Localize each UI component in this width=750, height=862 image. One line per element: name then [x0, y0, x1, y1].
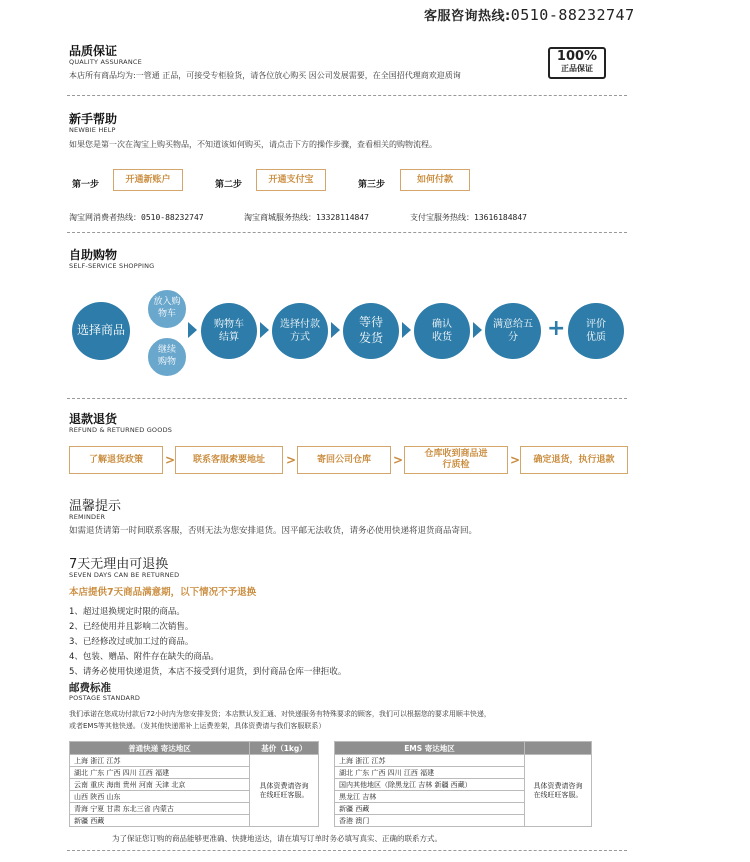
refund-arrow: > [165, 453, 176, 467]
quality-subtitle: QUALITY ASSURANCE [69, 58, 142, 66]
seven-days-subtitle: SEVEN DAYS CAN BE RETURNED [69, 571, 180, 579]
stamp-percent: 100% [556, 49, 598, 64]
quality-title: 品质保证 [69, 44, 118, 58]
ems-region-row: 湖北 广东 广西 四川 江西 福建 [335, 767, 525, 779]
refund-step-inspect: 仓库收到商品进行质检 [404, 446, 508, 474]
postage-footer: 为了保证您订购的商品能够更准确、快捷地送达，请在填写订单时务必填写真实、正确的联系方式。 [112, 834, 442, 843]
self-service-title: 自助购物 [69, 248, 118, 262]
reminder-subtitle: REMINDER [69, 513, 106, 521]
flow-confirm-receipt: 确认收货 [414, 303, 470, 359]
express-region-row: 湖北 广东 广西 四川 江西 福建 [70, 767, 250, 779]
stamp-text: 正品保证 [561, 64, 593, 73]
step3-label: 第三步 [358, 180, 386, 190]
customer-hotline [424, 5, 635, 24]
rule-item: 4、包装、赠品、附件存在缺失的商品。 [69, 652, 219, 662]
self-service-subtitle: SELF-SERVICE SHOPPING [69, 262, 155, 270]
flow-arrow [402, 322, 411, 338]
refund-arrow: > [286, 453, 297, 467]
refund-title: 退款退货 [69, 412, 118, 426]
ems-region-row: 上海 浙江 江苏 [335, 755, 525, 767]
refund-step-send-back: 寄回公司仓库 [297, 446, 391, 474]
express-price-header: 基价（1kg） [250, 742, 319, 755]
hotline-number: 0510-88232747 [510, 6, 635, 24]
alipay-service-hotline: 支付宝服务热线：13616184847 [410, 213, 527, 222]
flow-arrow [260, 322, 269, 338]
ems-region-row: 香港 澳门 [335, 815, 525, 827]
ems-price-header [525, 742, 592, 755]
rule-item: 1、超过退换规定时限的商品。 [69, 607, 185, 617]
refund-step-contact: 联系客服索要地址 [175, 446, 283, 474]
newbie-title: 新手帮助 [69, 112, 118, 126]
how-to-pay-button[interactable]: 如何付款 [400, 169, 470, 191]
express-region-header: 普通快递 寄达地区 [70, 742, 250, 755]
rule-item: 3、已经修改过或加工过的商品。 [69, 637, 194, 647]
taobao-consumer-hotline: 淘宝网消费者热线：0510-88232747 [69, 213, 204, 222]
refund-arrow: > [510, 453, 521, 467]
newbie-subtitle: NEWBIE HELP [69, 126, 116, 134]
ems-table [334, 741, 592, 827]
express-region-row: 新疆 西藏 [70, 815, 250, 827]
express-region-row: 上海 浙江 江苏 [70, 755, 250, 767]
rule-item: 5、请务必使用快递退货，本店不接受到付退货，到付商品仓库一律拒收。 [69, 667, 347, 677]
divider [67, 850, 627, 851]
step1-label: 第一步 [72, 180, 100, 190]
flow-arrow [473, 322, 482, 338]
ems-region-row: 国内其他地区（除黑龙江 吉林 新疆 西藏） [335, 779, 525, 791]
ems-region-header: EMS 寄达地区 [335, 742, 525, 755]
divider [67, 398, 627, 399]
tmall-service-hotline: 淘宝商城服务热线：13328114847 [244, 213, 369, 222]
flow-add-to-cart: 放入购物车 [146, 288, 188, 330]
postage-title: 邮费标准 [69, 682, 111, 694]
flow-wait-shipping: 等待发货 [343, 303, 399, 359]
reminder-text: 如需退货请第一时间联系客服，否则无法为您安排退货。因平邮无法收货，请务必使用快递将退货商品寄回。 [69, 526, 478, 536]
newbie-text: 如果您是第一次在淘宝上购买物品，不知道该如何购买，请点击下方的操作步骤，查看相关的购物流程。 [69, 140, 437, 149]
rule-item: 2、已经使用并且影响二次销售。 [69, 622, 194, 632]
flow-continue-shopping: 继续购物 [146, 336, 188, 378]
postage-subtitle: POSTAGE STANDARD [69, 694, 141, 702]
express-table [69, 741, 319, 827]
refund-step-execute: 确定退货，执行退款 [520, 446, 628, 474]
open-account-button[interactable]: 开通新账户 [113, 169, 183, 191]
express-price-note: 具体资费请咨询在线旺旺客服。 [259, 781, 309, 799]
flow-arrow [331, 322, 340, 338]
flow-cart-checkout: 购物车结算 [201, 303, 257, 359]
genuine-stamp [548, 47, 606, 79]
ems-region-row: 黑龙江 吉林 [335, 791, 525, 803]
seven-days-title: 7天无理由可退换 [69, 557, 169, 572]
reminder-title: 温馨提示 [69, 499, 122, 514]
open-alipay-button[interactable]: 开通支付宝 [256, 169, 326, 191]
seven-days-highlight: 本店提供7天商品满意期，以下情况不予退换 [69, 587, 257, 598]
flow-arrow [188, 322, 197, 338]
express-region-row: 云南 重庆 海南 贵州 河南 天津 北京 [70, 779, 250, 791]
refund-arrow: > [393, 453, 404, 467]
flow-select-goods: 选择商品 [72, 302, 130, 360]
express-region-row: 山西 陕西 山东 [70, 791, 250, 803]
ems-price-note: 具体资费请咨询在线旺旺客服。 [533, 781, 583, 799]
step2-label: 第二步 [215, 180, 243, 190]
express-region-row: 青海 宁夏 甘肃 东北三省 内蒙古 [70, 803, 250, 815]
flow-select-payment: 选择付款方式 [272, 303, 328, 359]
divider [67, 232, 627, 233]
hotline-label: 客服咨询热线: [424, 9, 511, 24]
flow-rate-excellent: 评价优质 [568, 303, 624, 359]
refund-subtitle: REFUND & RETURNED GOODS [69, 426, 173, 434]
flow-five-stars: 满意给五分 [485, 303, 541, 359]
postage-text-line1: 我们承诺在您成功付款后72小时内为您安排发货；本店默认发汇通、对快递服务有特殊要求的顾客，我们可以根据您的要求用顺丰快递， [69, 710, 491, 718]
postage-text-line2: 或者EMS等其他快递。（发其他快递需补上运费差架，具体资费请与我们客服联系） [69, 722, 326, 730]
divider [67, 95, 627, 96]
refund-step-policy: 了解退货政策 [69, 446, 163, 474]
ems-region-row: 新疆 西藏 [335, 803, 525, 815]
plus-sign: + [547, 316, 566, 341]
quality-text: 本店所有商品均为:一管通 正品，可接受专柜验货，请各位放心购买 因公司发展需要，在全国招代理商欢迎质询 [69, 71, 461, 80]
